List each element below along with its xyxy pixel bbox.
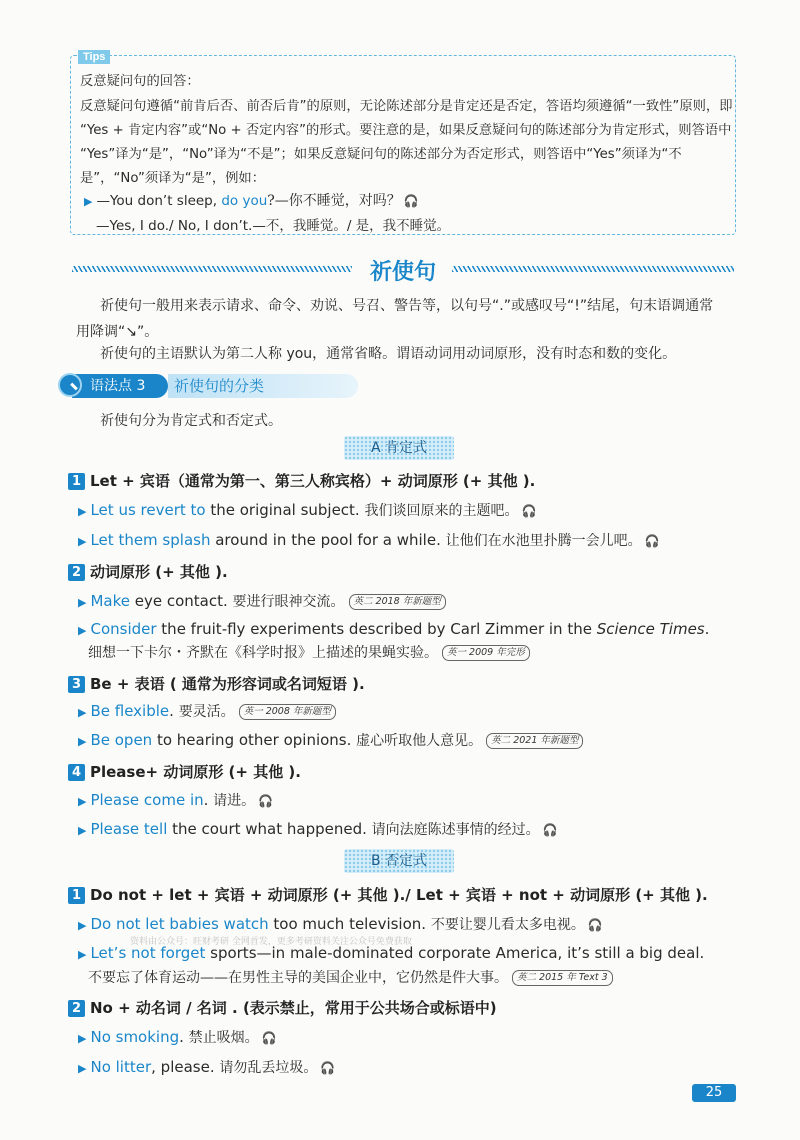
headphone-icon[interactable]: 🎧 — [542, 823, 558, 837]
example-b1-1: ▶ Do not let babies watch too much television. 不要让婴儿看太多电视。 🎧 — [78, 915, 603, 933]
tips-line-4: 是”，“No”须译为“是”，例如： — [80, 171, 266, 186]
bullet-triangle-icon: ▶ — [78, 948, 87, 961]
bullet-triangle-icon: ▶ — [78, 795, 87, 808]
tips-line-3: “Yes”译为“是”，“No”译为“不是”；如果反意疑问句的陈述部分为否定形式，则答语中“Yes”须译为“不 — [80, 147, 682, 162]
part-a-heading: A 肯定式 — [344, 436, 454, 460]
example-a3-2: ▶ Be open to hearing other opinions. 虚心听取他人意见。 英二 2021 年新题型 — [78, 730, 583, 750]
example-a2-1: ▶ Make eye contact. 要进行眼神交流。 英二 2018 年新题型 — [78, 591, 446, 611]
example-b2-1: ▶ No smoking. 禁止吸烟。 🎧 — [78, 1028, 277, 1046]
bullet-triangle-icon: ▶ — [78, 706, 87, 719]
example-a1-2: ▶ Let them splash around in the pool for a while. 让他们在水池里扑腾一会儿吧。 🎧 — [78, 531, 660, 549]
section-para2: 祈使句的主语默认为第二人称 you，通常省略。谓语动词用动词原形，没有时态和数的变化。 — [100, 346, 677, 362]
rule-a4: 4 Please+ 动词原形 (+ 其他 ). — [68, 761, 301, 782]
bullet-triangle-icon: ▶ — [78, 505, 87, 518]
headphone-icon[interactable]: 🎧 — [644, 534, 660, 548]
bullet-triangle-icon: ▶ — [78, 624, 87, 637]
title-hatch-right — [452, 266, 734, 272]
exam-source-tag: 英二 2015 年 Text 3 — [512, 970, 613, 986]
part-b-heading: B 否定式 — [344, 849, 454, 873]
bullet-triangle-icon: ▶ — [78, 1032, 87, 1045]
tips-tag: Tips — [78, 50, 110, 64]
bullet-triangle-icon: ▶ — [78, 824, 87, 837]
example-b1-2: ▶ Let’s not forget sports—in male-dominated corporate America, it’s still a big deal. — [78, 944, 705, 962]
example-a4-2: ▶ Please tell the court what happened. 请向法庭陈述事情的经过。 🎧 — [78, 820, 558, 838]
magnifier-icon — [58, 373, 82, 397]
headphone-icon[interactable]: 🎧 — [403, 194, 419, 208]
example-a4-1: ▶ Please come in. 请进。 🎧 — [78, 791, 274, 809]
rule-b1: 1 Do not + let + 宾语 + 动词原形 (+ 其他 )./ Let + 宾语 + not + 动词原形 (+ 其他 ). — [68, 884, 708, 905]
tips-example-1: ▶ —You don’t sleep, do you?—你不睡觉，对吗？ 🎧 — [84, 193, 419, 209]
rule-a2: 2 动词原形 (+ 其他 ). — [68, 561, 228, 582]
example-b1-2-translation: 不要忘了体育运动——在男性主导的美国企业中，它仍然是件大事。 英二 2015 年 Text 3 — [88, 967, 613, 987]
example-b2-2: ▶ No litter, please. 请勿乱丢垃圾。 🎧 — [78, 1058, 336, 1076]
example-a2-2-translation: 细想一下卡尔・齐默在《科学时报》上描述的果蝇实验。 英一 2009 年完形 — [88, 642, 530, 662]
section-para1-line1: 祈使句一般用来表示请求、命令、劝说、号召、警告等，以句号“.”或感叹号“!”结尾，句末语调通常 — [100, 298, 714, 314]
title-hatch-left — [72, 266, 352, 272]
headphone-icon[interactable]: 🎧 — [258, 794, 274, 808]
exam-source-tag: 英二 2021 年新题型 — [486, 733, 583, 749]
tips-line-2: “Yes + 肯定内容”或“No + 否定内容”的形式。要注意的是，如果反意疑问句的陈述部分为肯定形式，则答语中 — [80, 123, 732, 138]
rule-b2: 2 No + 动名词 / 名词 . (表示禁止，常用于公共场合或标语中) — [68, 997, 497, 1018]
rule-a1: 1 Let + 宾语（通常为第一、第三人称宾格）+ 动词原形 (+ 其他 ). — [68, 470, 535, 491]
bullet-triangle-icon: ▶ — [78, 735, 87, 748]
exam-source-tag: 英一 2009 年完形 — [442, 645, 530, 661]
headphone-icon[interactable]: 🎧 — [261, 1031, 277, 1045]
example-a3-1: ▶ Be flexible. 要灵活。 英一 2008 年新题型 — [78, 701, 336, 721]
bullet-triangle-icon: ▶ — [78, 535, 87, 548]
section-title: 祈使句 — [370, 260, 437, 285]
headphone-icon[interactable]: 🎧 — [521, 504, 537, 518]
grammar-point-label: 语法点 3 — [72, 374, 168, 398]
example-a2-2: ▶ Consider the fruit-fly experiments described by Carl Zimmer in the Science Times. — [78, 620, 710, 638]
grammar-point-title: 祈使句的分类 — [168, 374, 358, 398]
tips-line-1: 反意疑问句遵循“前肯后否、前否后肯”的原则，无论陈述部分是肯定还是否定，答语均须遵循“一致性”原则，即 — [80, 99, 733, 114]
section-para1-line2: 用降调“↘”。 — [76, 324, 159, 340]
example-a1-1: ▶ Let us revert to the original subject. 我们谈回原来的主题吧。 🎧 — [78, 501, 537, 519]
bullet-triangle-icon: ▶ — [78, 596, 87, 609]
bullet-triangle-icon: ▶ — [78, 919, 87, 932]
watermark: 资料由公众号：旺财考研 全网首发，更多考研资料关注公众号免费获取 — [130, 937, 412, 947]
page-number: 25 — [692, 1084, 736, 1102]
bullet-triangle-icon: ▶ — [84, 195, 93, 208]
exam-source-tag: 英一 2008 年新题型 — [239, 704, 336, 720]
headphone-icon[interactable]: 🎧 — [587, 918, 603, 932]
exam-source-tag: 英二 2018 年新题型 — [349, 594, 446, 610]
headphone-icon[interactable]: 🎧 — [320, 1061, 336, 1075]
tips-heading: 反意疑问句的回答： — [80, 74, 200, 89]
tips-example-2: —Yes, I do./ No, I don’t.—不，我睡觉。/ 是，我不睡觉。 — [96, 218, 451, 234]
grammar-point-intro: 祈使句分为肯定式和否定式。 — [100, 413, 282, 429]
rule-a3: 3 Be + 表语 ( 通常为形容词或名词短语 ). — [68, 673, 365, 694]
bullet-triangle-icon: ▶ — [78, 1062, 87, 1075]
